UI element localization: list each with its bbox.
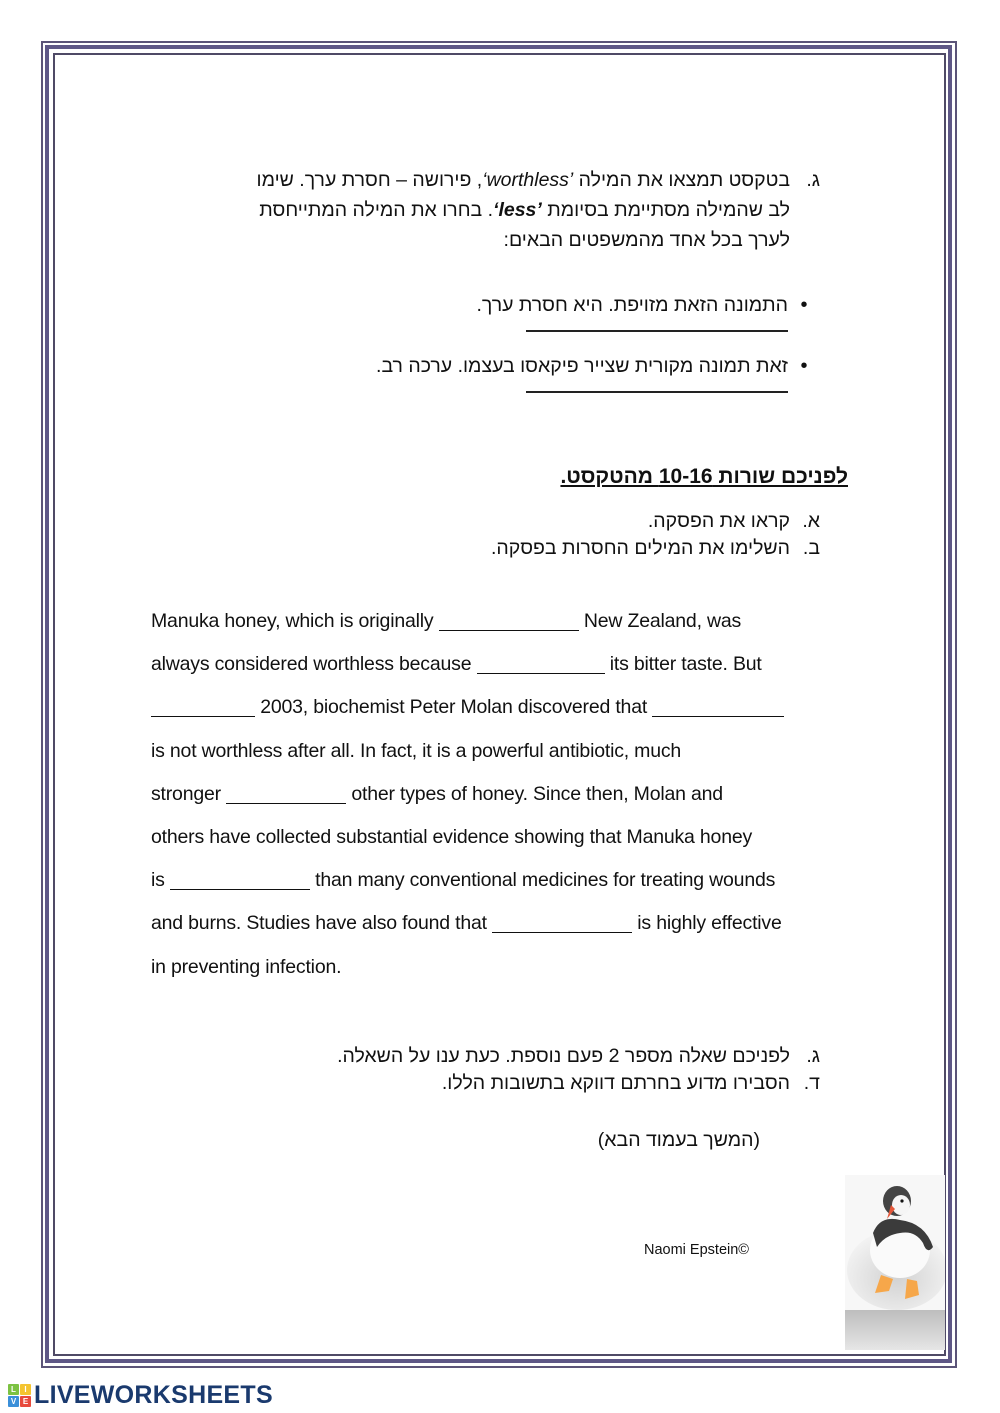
liveworksheets-logo	[8, 1382, 273, 1408]
cloze-blank-5[interactable]	[226, 782, 346, 803]
logo-badge-icon: L I V E	[8, 1384, 31, 1407]
bullet-item: • התמונה הזאת מזויפת. היא חסרת ערך.	[300, 290, 820, 320]
cloze-blank-6[interactable]	[170, 869, 310, 890]
passage-line: is not worthless after all. In fact, it is a powerful antibiotic, much	[151, 739, 682, 762]
bullet-item: • זאת תמונה מקורית שצייר פיקאסו בעצמו. ערכה רב.	[300, 351, 820, 381]
bullet-icon: •	[800, 355, 808, 377]
passage-line: Manuka honey, which is originally New Zealand, was	[151, 610, 742, 632]
brand-name: LIVEWORKSHEETS	[34, 1380, 273, 1409]
passage-line: 2003, biochemist Peter Molan discovered that	[151, 686, 851, 729]
author-credit: Naomi Epstein©	[644, 1242, 749, 1258]
cloze-blank-1[interactable]	[439, 609, 579, 630]
question-label: ג.	[806, 169, 820, 191]
answer-blank-1[interactable]	[526, 330, 788, 332]
passage-line: stronger other types of honey. Since then, Molan and	[151, 782, 723, 805]
puffin-image	[845, 1175, 945, 1350]
question-text	[200, 165, 790, 255]
continued-note: (המשך בעמוד הבא)	[597, 1129, 760, 1151]
instructions-gd	[337, 1043, 820, 1097]
bullet-icon: •	[800, 294, 808, 316]
answer-blank-2[interactable]	[526, 391, 788, 393]
cloze-blank-3[interactable]	[151, 696, 255, 717]
cloze-blank-4[interactable]	[652, 696, 784, 717]
section-title: לפניכם שורות 10-16 מהטקסט.	[560, 465, 848, 488]
instructions-ab	[491, 508, 820, 562]
instruction-item: ג. לפניכם שאלה מספר 2 פעם נוספת. כעת ענו על השאלה.	[337, 1045, 820, 1067]
question-g	[200, 165, 820, 255]
bullet-list	[300, 290, 820, 393]
passage-line: in preventing infection.	[151, 955, 342, 978]
instruction-item: א. קראו את הפסקה.	[647, 510, 820, 532]
passage-line: is than many conventional medicines for treating wounds	[151, 869, 776, 892]
passage-line: always considered worthless because its bitter taste. But	[151, 653, 762, 676]
cloze-blank-7[interactable]	[492, 912, 632, 933]
keyword-less: ‘less’	[493, 199, 542, 221]
cloze-passage	[151, 600, 851, 989]
passage-line: others have collected substantial evidence showing that Manuka honey	[151, 825, 753, 848]
keyword-worthless: ‘worthless’	[482, 169, 574, 191]
instruction-item: ב. השלימו את המילים החסרות בפסקה.	[490, 537, 820, 559]
question-line-2: לב שהמילה מסתיימת בסיומת ‘less’. בחרו את המילה המתייחסת	[259, 199, 790, 221]
question-line-1: בטקסט תמצאו את המילה ‘worthless’, פירושה – חסרת ערך. שימו	[256, 169, 790, 191]
cloze-blank-2[interactable]	[477, 653, 605, 674]
passage-line: and burns. Studies have also found that is highly effective	[151, 912, 782, 935]
question-line-3: לערך בכל אחד מהמשפטים הבאים:	[503, 229, 790, 251]
instruction-item: ד. הסבירו מדוע בחרתם דווקא בתשובות הללו.	[441, 1072, 820, 1094]
